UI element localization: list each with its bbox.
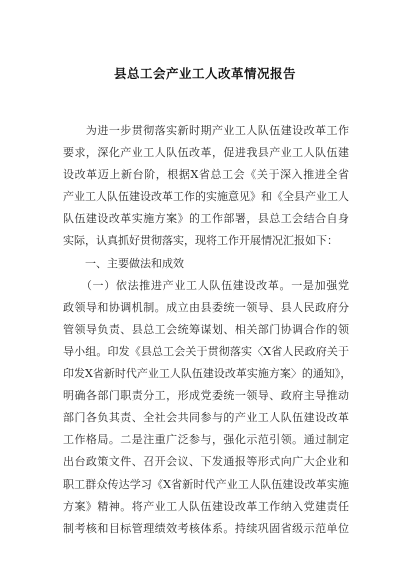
body-line: 产业工人队伍建设改革工作的实施意见》和《全县产业工人	[63, 190, 349, 204]
body-line: 为进一步贯彻落实新时期产业工人队伍建设改革工作	[63, 124, 349, 137]
body-line: 设改革迈上新台阶，根据X省总工会《关于深入推进全省	[63, 168, 349, 182]
body-line: 要求，深化产业工人队伍改革，促进我县产业工人队伍建	[63, 146, 349, 160]
body-line: 导小组。印发《县总工会关于贯彻落实〈X省人民政府关于	[63, 344, 349, 358]
body-line: 工作格局。二是注重广泛参与，强化示范引领。通过制定	[63, 433, 349, 447]
body-line: 印发X省新时代产业工人队伍建设改革实施方案〉的通知》，	[63, 367, 352, 381]
body-line: 部门各负其责、全社会共同参与的产业工人队伍建设改革	[63, 411, 349, 425]
body-line: 方案》精神。将产业工人队伍建设改革工作纳入党建责任	[63, 499, 349, 513]
document-body	[63, 120, 352, 540]
document-title: 县总工会产业工人改革情况报告	[113, 66, 296, 81]
body-line: 制考核和目标管理绩效考核体系。持续巩固省级示范单位	[63, 521, 349, 535]
body-line: 队伍建设改革实施方案》的工作部署，县总工会结合自身	[63, 212, 349, 226]
body-line: 政领导和协调机制。成立由县委统一领导、县人民政府分	[63, 300, 349, 314]
body-line: 职工群众传达学习《X省新时代产业工人队伍建设改革实施	[63, 477, 349, 491]
body-line: 管领导负责、县总工会统筹谋划、相关部门协调合作的领	[63, 322, 349, 336]
body-line: 明确各部门职责分工，形成党委统一领导、政府主导推动	[63, 389, 349, 403]
body-line: 实际，认真抓好贯彻落实，现将工作开展情况汇报如下：	[63, 234, 338, 248]
section-heading: 一、主要做法和成效	[63, 256, 184, 270]
body-line: 出台政策文件、召开会议、下发通报等形式向广大企业和	[63, 455, 349, 469]
body-line: （一）依法推进产业工人队伍建设改革。一是加强党	[63, 278, 349, 292]
